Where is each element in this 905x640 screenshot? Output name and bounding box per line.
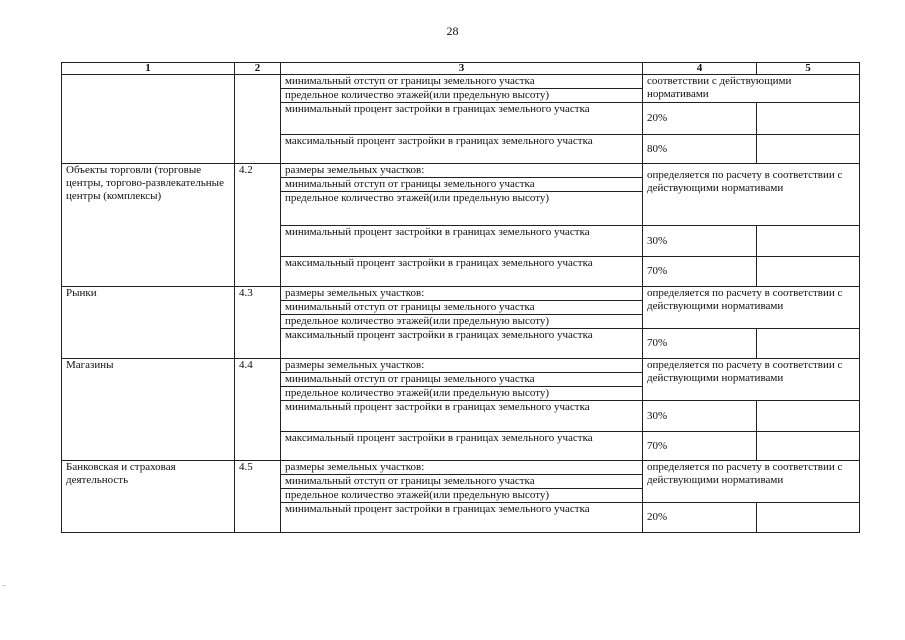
param-cell: максимальный процент застройки в границах земельного участка [281,432,643,461]
empty-cell [757,103,860,135]
param-cell: максимальный процент застройки в границах земельного участка [281,257,643,287]
value-cell: определяется по расчету в соответствии с действующими нормативами [643,461,860,503]
value-cell: 20% [643,503,757,533]
param-cell: размеры земельных участков: [281,164,643,178]
param-cell: минимальный процент застройки в границах земельного участка [281,401,643,432]
param-cell: размеры земельных участков: [281,461,643,475]
use-name-cell: Объекты торговли (торговые центры, торгово-развлекательные центры (комплексы) [62,164,235,287]
use-code-cell: 4.3 [235,287,281,359]
value-cell: 20% [643,103,757,135]
empty-cell [757,432,860,461]
param-cell: размеры земельных участков: [281,359,643,373]
param-cell: минимальный отступ от границы земельного участка [281,301,643,315]
table-row [62,287,860,301]
param-cell: максимальный процент застройки в границах земельного участка [281,329,643,359]
use-code-cell [235,75,281,164]
value-cell: 70% [643,329,757,359]
value-cell: 30% [643,401,757,432]
use-name-cell [62,75,235,164]
empty-cell [757,503,860,533]
param-cell: предельное количество этажей(или предельную высоту) [281,489,643,503]
param-cell: предельное количество этажей(или предельную высоту) [281,315,643,329]
header-col-3: 3 [281,63,643,75]
value-cell: 70% [643,432,757,461]
param-cell: предельное количество этажей(или предельную высоту) [281,387,643,401]
param-cell: минимальный отступ от границы земельного участка [281,75,643,89]
value-cell: 80% [643,135,757,164]
value-cell: определяется по расчету в соответствии с действующими нормативами [643,359,860,401]
table-row [62,75,860,89]
use-name-cell: Банковская и страховая деятельность [62,461,235,533]
param-cell: минимальный отступ от границы земельного участка [281,373,643,387]
header-col-5: 5 [757,63,860,75]
param-cell: минимальный отступ от границы земельного участка [281,475,643,489]
empty-cell [757,401,860,432]
use-code-cell: 4.4 [235,359,281,461]
value-cell: 70% [643,257,757,287]
param-cell: минимальный процент застройки в границах земельного участка [281,503,643,533]
use-code-cell: 4.5 [235,461,281,533]
param-cell: минимальный отступ от границы земельного участка [281,178,643,192]
value-cell: определяется по расчету в соответствии с действующими нормативами [643,164,860,226]
value-cell: 30% [643,226,757,257]
empty-cell [757,329,860,359]
param-cell: предельное количество этажей(или предельную высоту) [281,89,643,103]
param-cell: минимальный процент застройки в границах земельного участка [281,226,643,257]
table-row [62,461,860,475]
zoning-parameters-table [61,62,860,533]
empty-cell [757,257,860,287]
use-name-cell: Рынки [62,287,235,359]
table-row [62,359,860,373]
empty-cell [757,135,860,164]
value-cell: определяется по расчету в соответствии с действующими нормативами [643,287,860,329]
empty-cell [757,226,860,257]
page-number: 28 [446,24,459,38]
header-col-1: 1 [62,63,235,75]
param-cell: максимальный процент застройки в границах земельного участка [281,135,643,164]
value-cell: соответствии с действующими нормативами [643,75,860,103]
param-cell: предельное количество этажей(или предельную высоту) [281,192,643,226]
header-row [62,63,860,75]
use-name-cell: Магазины [62,359,235,461]
header-col-2: 2 [235,63,281,75]
param-cell: размеры земельных участков: [281,287,643,301]
margin-mark: – [2,580,6,589]
table-row [62,164,860,178]
header-col-4: 4 [643,63,757,75]
use-code-cell: 4.2 [235,164,281,287]
param-cell: минимальный процент застройки в границах земельного участка [281,103,643,135]
